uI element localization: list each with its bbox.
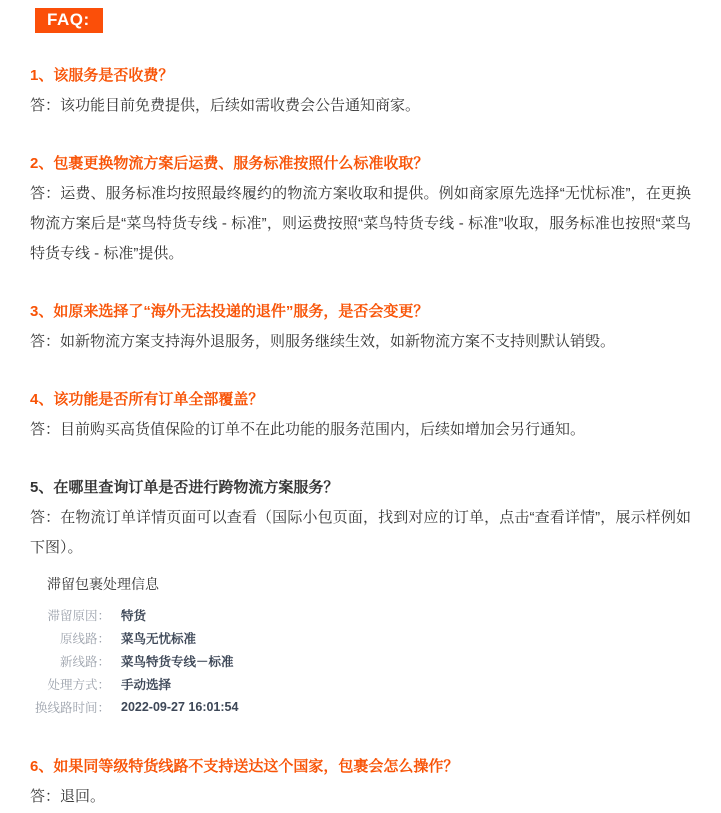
detail-panel-rows <box>30 603 691 718</box>
field-label: 滞留原因： <box>47 608 110 623</box>
field-row-route-change-time <box>30 695 691 718</box>
faq-item <box>30 61 691 121</box>
field-value: 菜鸟特货专线－标准 <box>121 654 234 669</box>
field-row-stranded-reason <box>30 603 691 626</box>
detail-panel-title: 滞留包裹处理信息 <box>47 576 159 592</box>
faq-answer-4: 答：目前购买高货值保险的订单不在此功能的服务范围内，后续如增加会另行通知。 <box>30 421 586 438</box>
field-label: 原线路： <box>59 631 110 646</box>
field-row-original-route <box>30 626 691 649</box>
field-row-handle-method <box>30 672 691 695</box>
faq-question-1: 1、该服务是否收费？ <box>30 67 174 84</box>
faq-question-2: 2、包裹更换物流方案后运费、服务标准按照什么标准收取？ <box>30 155 429 172</box>
faq-question-6: 6、如果同等级特货线路不支持送达这个国家，包裹会怎么操作？ <box>30 758 459 775</box>
faq-title-badge: FAQ: <box>35 8 103 33</box>
field-label: 处理方式： <box>47 677 110 692</box>
field-row-new-route <box>30 649 691 672</box>
field-label: 新线路： <box>59 654 110 669</box>
field-value: 手动选择 <box>121 677 172 692</box>
faq-answer-1: 答：该功能目前免费提供，后续如需收费会公告通知商家。 <box>30 97 421 114</box>
field-value: 特货 <box>121 608 147 623</box>
faq-answer-2: 答：运费、服务标准均按照最终履约的物流方案收取和提供。例如商家原先选择“无忧标准”，在更换物流方案后是“菜鸟特货专线 - 标准”，则运费按照“菜鸟特货专线 - 标准”收取，服务标准也按照“菜鸟特货专线 - 标准”提供。 <box>30 185 691 262</box>
faq-question-4: 4、该功能是否所有订单全部覆盖？ <box>30 391 264 408</box>
faq-question-5: 5、在哪里查询订单是否进行跨物流方案服务？ <box>30 479 339 496</box>
faq-item <box>30 473 691 563</box>
faq-answer-6: 答：退回。 <box>30 788 106 805</box>
faq-item <box>30 752 691 812</box>
field-label: 换线路时间： <box>34 700 110 715</box>
faq-question-3: 3、如原来选择了“海外无法投递的退件”服务，是否会变更？ <box>30 303 429 320</box>
faq-item <box>30 385 691 445</box>
faq-answer-3: 答：如新物流方案支持海外退服务，则服务继续生效，如新物流方案不支持则默认销毁。 <box>30 333 616 350</box>
faq-item <box>30 297 691 357</box>
faq-item <box>30 149 691 269</box>
field-value: 菜鸟无忧标准 <box>121 631 197 646</box>
stranded-package-detail-panel <box>30 571 691 718</box>
faq-answer-5: 答：在物流订单详情页面可以查看（国际小包页面，找到对应的订单，点击“查看详情”，展示样例如下图）。 <box>30 509 691 556</box>
field-value: 2022-09-27 16:01:54 <box>121 699 239 714</box>
